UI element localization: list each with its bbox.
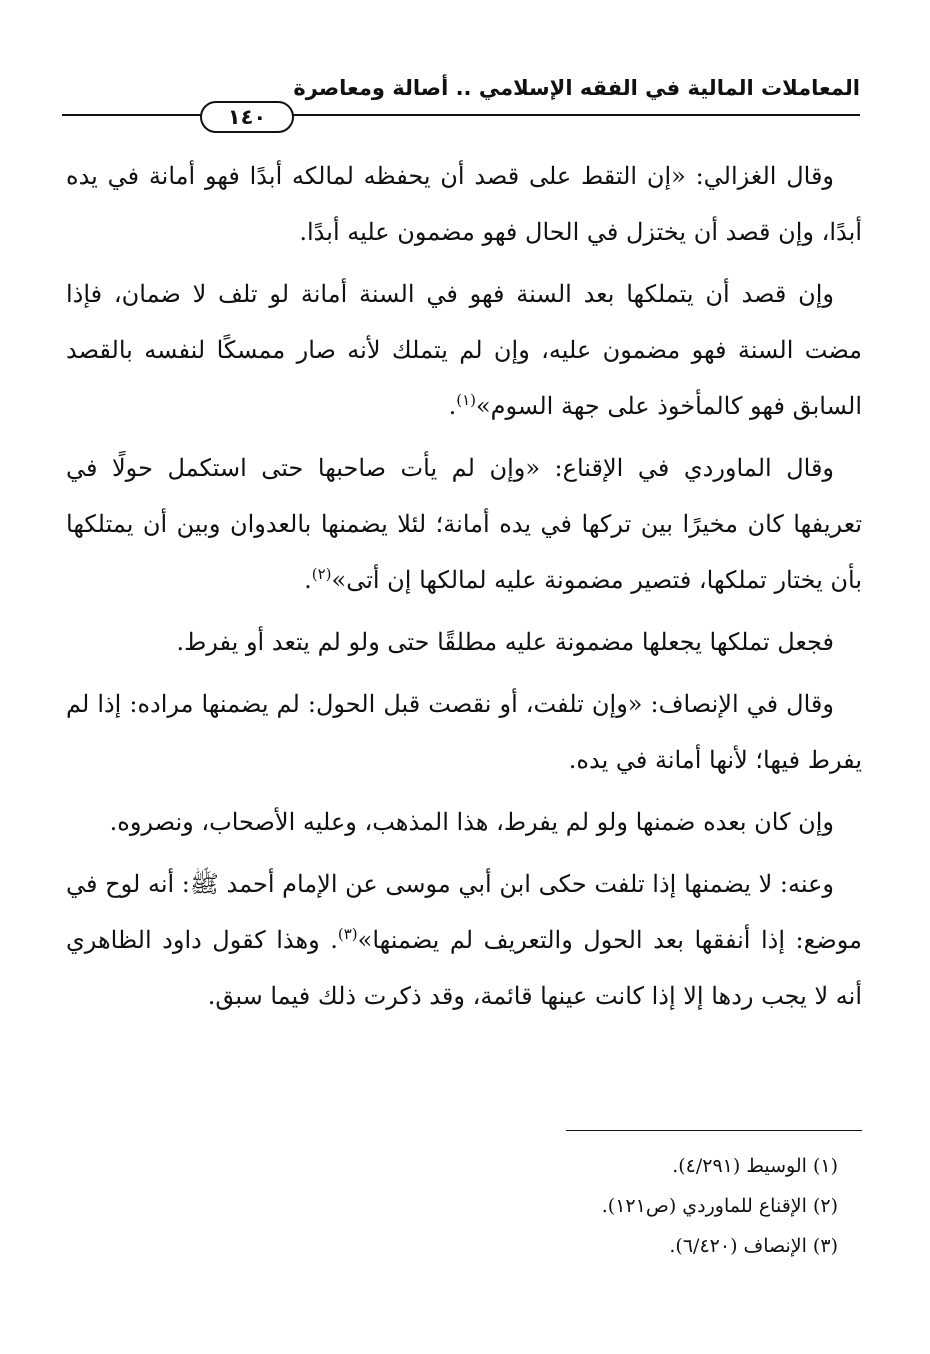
paragraph-1	[66, 148, 862, 260]
main-text	[66, 148, 862, 1030]
footnote-ref: (٢)	[311, 565, 332, 583]
paragraph-text: وقال الماوردي في الإقناع: «وإن لم يأت صاحبها حتى استكمل حولًا في تعريفها كان مخيرًا بين تركها في يده أمانة؛ لئلا يضمنها بالعدوان وبين أن يمتلكها بأن يختار تملكها، فتصير مضمونة عليه لمالكها إن أتى»	[66, 454, 862, 594]
paragraph-text: وقال في الإنصاف: «وإن تلفت، أو نقصت قبل الحول: لم يضمنها مراده: إذا لم يفرط فيها؛ لأنها أمانة في يده.	[66, 690, 862, 774]
footnotes	[66, 1146, 838, 1266]
paragraph-5	[66, 676, 862, 788]
paragraph-text: وقال الغزالي: «إن التقط على قصد أن يحفظه لمالكه أبدًا فهو أمانة في يده أبدًا، وإن قصد أن يختزل في الحال فهو مضمون عليه أبدًا.	[66, 162, 862, 246]
paragraph-4	[66, 614, 862, 670]
footnote-1: (١) الوسيط (٤/٢٩١).	[672, 1155, 838, 1177]
footnote-2: (٢) الإقناع للماوردي (ص١٢١).	[601, 1195, 838, 1217]
paragraph-7	[66, 856, 862, 1024]
footnote-ref: (٣)	[337, 925, 358, 943]
paragraph-closing-text: . وهذا كقول داود الظاهري أنه لا يجب ردها إلا إذا كانت عينها قائمة، وقد ذكرت ذلك فيما سبق.	[66, 926, 862, 1010]
paragraph-text: وإن قصد أن يتملكها بعد السنة فهو في السنة أمانة لو تلف لا ضمان، فإذا مضت السنة فهو مضمون عليه، وإن لم يتملك لأنه صار ممسكًا لنفسه بالقصد السابق فهو كالمأخوذ على جهة السوم»	[66, 280, 862, 420]
paragraph-2: وإن قصد أن يتملكها بعد السنة فهو في السنة أمانة لو تلف لا ضمان، فإذا مضت السنة فهو مضمون عليه، وإن لم يتملك لأنه صار ممسكًا لنفسه بالقصد السابق فهو كالمأخوذ على جهة السوم»$^{(١)}$.	[66, 280, 862, 420]
page-number: ١٤٠	[200, 101, 294, 133]
footnote-3: (٣) الإنصاف (٦/٤٢٠).	[669, 1235, 838, 1257]
footnote-ref: (١)	[456, 391, 476, 409]
header-rule	[62, 114, 860, 116]
paragraph-text: وعنه: لا يضمنها إذا تلفت حكى ابن أبي موسى عن الإمام أحمد ﷺ: أنه لوح في موضع: إذا أنفقها بعد الحول والتعريف لم يضمنها»	[66, 870, 862, 954]
footnote-separator	[566, 1130, 862, 1131]
paragraph-text: فجعل تملكها يجعلها مضمونة عليه مطلقًا حتى ولو لم يتعد أو يفرط.	[176, 628, 834, 656]
paragraph-3: وقال الماوردي في الإقناع: «وإن لم يأت صاحبها حتى استكمل حولًا في تعريفها كان مخيرًا بين تركها في يده أمانة؛ لئلا يضمنها بالعدوان وبين أن يمتلكها بأن يختار تملكها، فتصير مضمونة عليه لمالكها إن أتى»$^{(٢)}$.	[66, 454, 862, 594]
running-head-title: المعاملات المالية في الفقه الإسلامي .. أصالة ومعاصرة	[293, 76, 860, 100]
paragraph-text: وإن كان بعده ضمنها ولو لم يفرط، هذا المذهب، وعليه الأصحاب، ونصروه.	[109, 808, 834, 836]
paragraph-6	[66, 794, 862, 850]
